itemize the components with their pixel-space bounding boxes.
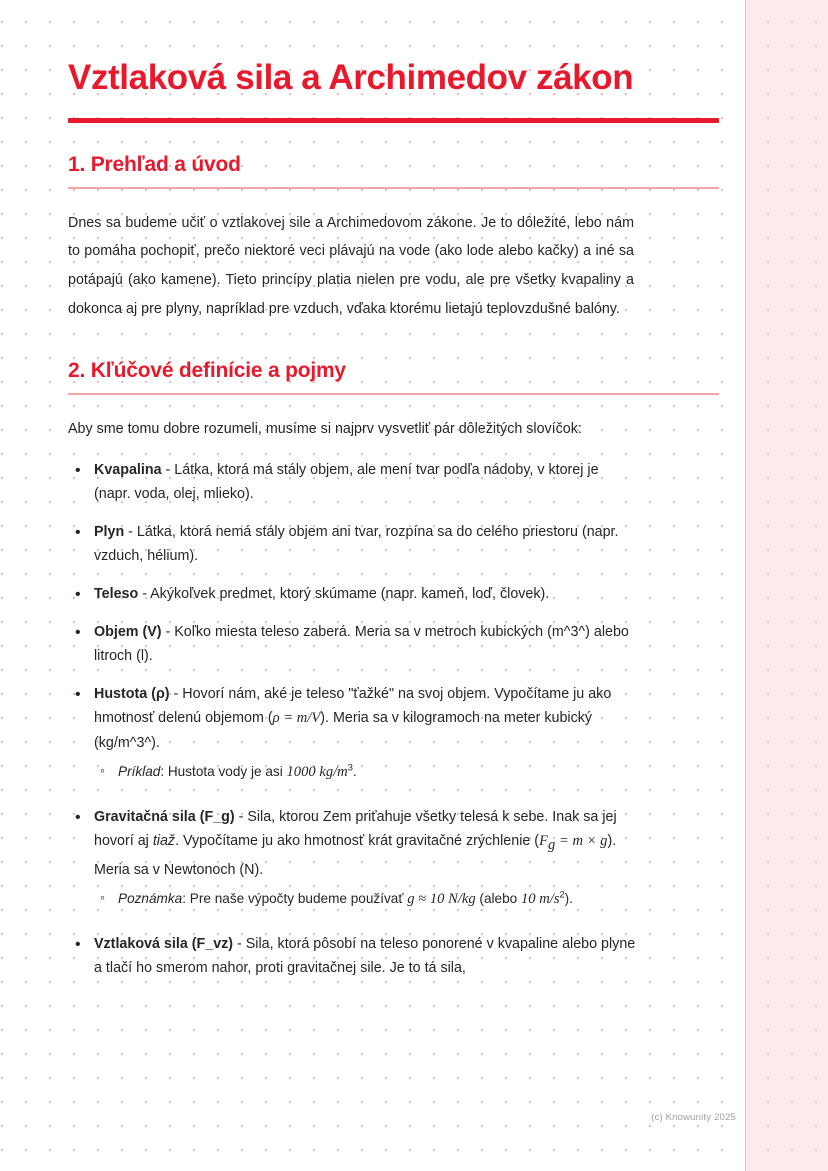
list-item bbox=[68, 582, 639, 607]
section-2-heading: 2. Kľúčové definície a pojmy bbox=[68, 359, 346, 383]
term-objem: Objem (V) bbox=[94, 623, 162, 640]
term-gravitacna-text-2: . Vypočítame ju ako hmotnosť krát gravitačné zrýchlenie ( bbox=[175, 833, 540, 850]
term-teleso-text: - Akýkoľvek predmet, ktorý skúmame (napr. kameň, loď, človek). bbox=[138, 586, 550, 603]
sub-text-1: : Pre naše výpočty budeme používať bbox=[182, 890, 408, 906]
title-divider bbox=[68, 118, 719, 123]
term-vztlakova-text: - Sila, ktorá pôsobí na teleso ponorené v kvapaline alebo plyne a tlačí ho smerom nahor, proti gravitačnej sile. Je to tá sila, bbox=[94, 935, 636, 977]
right-margin-strip bbox=[745, 0, 828, 1171]
sub-text-3: ). bbox=[564, 890, 573, 906]
formula-hustota: ρ = m/V bbox=[272, 710, 321, 727]
sub-label-priklad: Príklad bbox=[118, 764, 161, 780]
term-gravitacna-text-3: ). Meria sa v Newtonoch (N). bbox=[94, 833, 617, 879]
sub-text-1: : Hustota vody je asi bbox=[160, 764, 287, 780]
term-hustota-text-2: ). Meria sa v kilogramoch na meter kubický (kg/m^3^). bbox=[94, 710, 593, 752]
term-teleso: Teleso bbox=[94, 586, 139, 603]
document-content bbox=[68, 56, 636, 1007]
list-item bbox=[68, 932, 639, 981]
sub-text-2: . bbox=[352, 764, 357, 780]
term-hustota-text-1: - Hovorí nám, aké je teleso "ťažké" na svoj objem. Vypočítame ju ako hmotnosť delenú objemom ( bbox=[94, 685, 612, 727]
copyright-footer: (c) Knowunity 2025 bbox=[651, 1112, 736, 1123]
term-vztlakova-sila: Vztlaková sila (F_vz) bbox=[94, 935, 234, 952]
section-overview bbox=[68, 153, 636, 323]
formula-exponent: 3 bbox=[347, 762, 353, 773]
section-2-paragraph: Aby sme tomu dobre rozumeli, musíme si najprv vysvetliť pár dôležitých slovíčok: bbox=[68, 421, 582, 438]
list-item bbox=[68, 458, 639, 507]
term-gravitacna-sila: Gravitačná sila (F_g) bbox=[94, 808, 235, 825]
sub-list-item bbox=[94, 887, 639, 912]
formula-fg-sub: g bbox=[548, 837, 556, 854]
term-gravitacna-italic: tiaž bbox=[152, 833, 176, 850]
term-kvapalina-text: - Látka, ktorá má stály objem, ale mení tvar podľa nádoby, v ktorej je (napr. voda, olej, mlieko). bbox=[94, 461, 599, 503]
section-definitions bbox=[68, 359, 636, 981]
sub-label-poznamka: Poznámka bbox=[118, 890, 183, 906]
sub-list-gravitacna bbox=[94, 887, 639, 912]
sub-text-2: (alebo bbox=[475, 890, 521, 906]
term-objem-text: - Koľko miesta teleso zaberá. Meria sa v metroch kubických (m^3^) alebo litroch (l). bbox=[94, 623, 629, 665]
formula-g-hodnota: g ≈ 10 N/kg bbox=[407, 890, 476, 907]
term-plyn: Plyn bbox=[94, 523, 125, 540]
section-1-heading: 1. Prehľad a úvod bbox=[68, 152, 241, 176]
formula-fg-rest: = m × g bbox=[555, 833, 608, 850]
formula-fg: F bbox=[539, 833, 548, 850]
term-plyn-text: - Látka, ktorá nemá stály objem ani tvar, rozpína sa do celého priestoru (napr. vzduch, hélium). bbox=[94, 523, 619, 565]
definitions-list bbox=[68, 458, 636, 981]
formula-exponent: 2 bbox=[559, 889, 565, 900]
section-2-divider bbox=[68, 393, 719, 395]
formula-hustota-vody: 1000 kg/m bbox=[286, 764, 348, 781]
formula-g-ms2: 10 m/s bbox=[521, 890, 560, 907]
section-1-divider bbox=[68, 187, 719, 189]
section-1-paragraph: Dnes sa budeme učiť o vztlakovej sile a Archimedovom zákone. Je to dôležité, lebo nám to pomáha pochopiť, prečo niektoré veci plávajú na vode (ako lode alebo kačky) a iné sa potápajú (ako kamene). Tieto princípy platia nielen pre vodu, ale pre všetky kvapaliny a dokonca aj pre plyny, napríklad pre vzduch, vďaka ktorému lietajú teplovzdušné balóny. bbox=[68, 214, 634, 317]
sub-list-item bbox=[94, 760, 639, 785]
term-kvapalina: Kvapalina bbox=[94, 461, 162, 478]
page-title: Vztlaková sila a Archimedov zákon bbox=[68, 58, 634, 97]
term-hustota: Hustota (ρ) bbox=[94, 685, 170, 702]
sub-list-hustota bbox=[94, 760, 639, 785]
list-item bbox=[68, 620, 639, 669]
term-gravitacna-text-1: - Sila, ktorou Zem priťahuje všetky telesá k sebe. Inak sa jej hovorí aj bbox=[94, 808, 617, 850]
list-item bbox=[68, 682, 639, 785]
list-item bbox=[68, 805, 639, 912]
list-item bbox=[68, 520, 639, 569]
